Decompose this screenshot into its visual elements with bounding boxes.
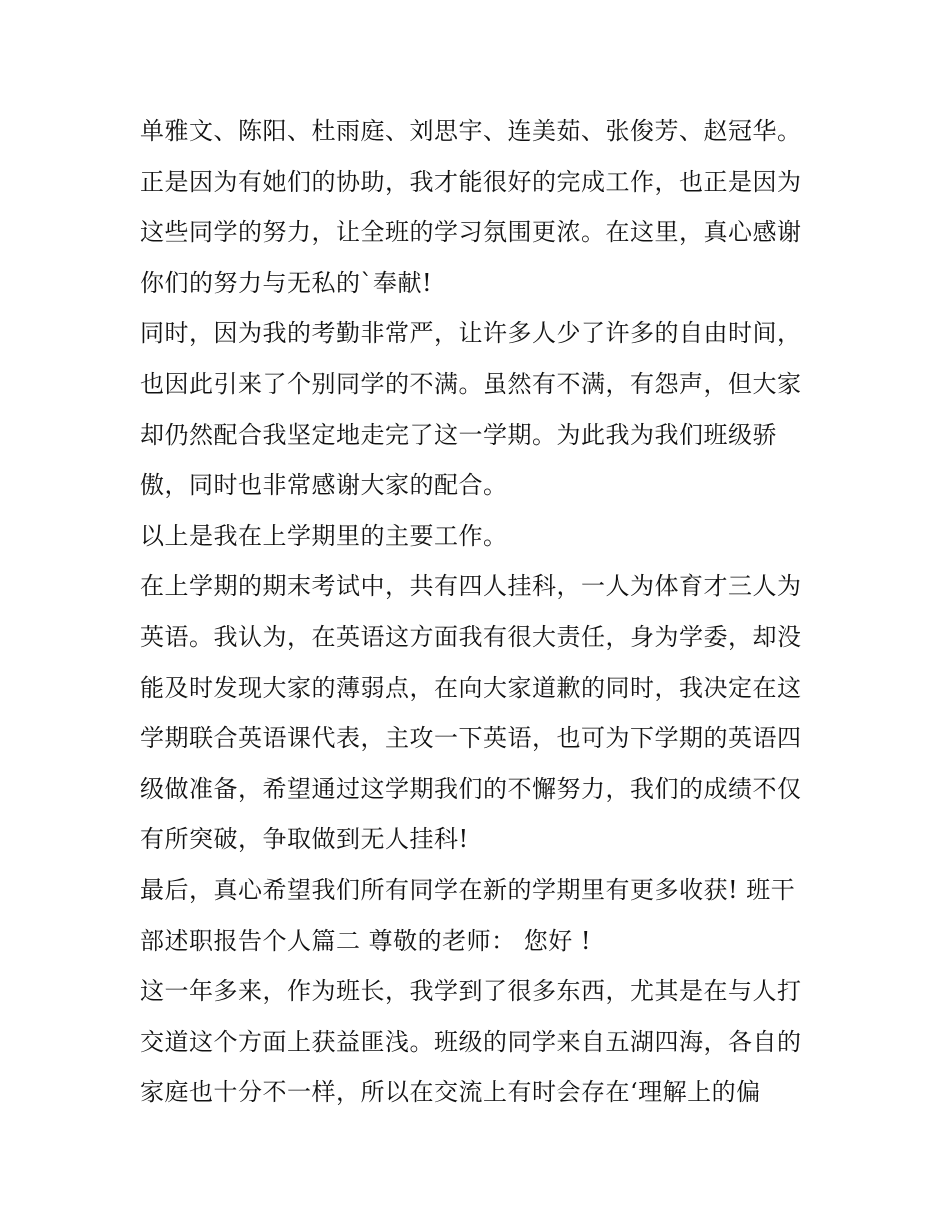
text-line: 却仍然配合我坚定地走完了这一学期。为此我为我们班级骄 bbox=[140, 420, 777, 449]
text-line: 以上是我在上学期里的主要工作。 bbox=[140, 521, 508, 550]
text-line: 能及时发现大家的薄弱点，在向大家道歉的同时，我决定在这 bbox=[140, 673, 802, 702]
text-line: 傲，同时也非常感谢大家的配合。 bbox=[140, 471, 508, 500]
text-line: 也因此引来了个别同学的不满。虽然有不满，有怨声，但大家 bbox=[140, 369, 802, 398]
text-line: 你们的努力与无私的`奉献! bbox=[140, 268, 433, 297]
text-line: 正是因为有她们的协助，我才能很好的完成工作，也正是因为 bbox=[140, 167, 802, 196]
text-line: 这一年多来，作为班长，我学到了很多东西，尤其是在与人打 bbox=[140, 977, 802, 1006]
text-line: 英语。我认为，在英语这方面我有很大责任，身为学委，却没 bbox=[140, 622, 802, 651]
text-line: 同时，因为我的考勤非常严，让许多人少了许多的自由时间， bbox=[140, 319, 802, 348]
text-line: 部述职报告个人篇二 尊敬的老师： 您好 ! bbox=[140, 926, 592, 955]
document-body bbox=[140, 106, 840, 1118]
text-line: 最后，真心希望我们所有同学在新的学期里有更多收获! 班干 bbox=[140, 875, 796, 904]
text-line: 有所突破，争取做到无人挂科! bbox=[140, 825, 469, 854]
text-line: 这些同学的努力，让全班的学习氛围更浓。在这里，真心感谢 bbox=[140, 218, 802, 247]
text-line: 交道这个方面上获益匪浅。班级的同学来自五湖四海，各自的 bbox=[140, 1027, 802, 1056]
text-line: 级做准备，希望通过这学期我们的不懈努力，我们的成绩不仅 bbox=[140, 774, 802, 803]
text-line: 家庭也十分不一样，所以在交流上有时会存在‘理解上的偏 bbox=[140, 1078, 761, 1107]
text-line: 单雅文、陈阳、杜雨庭、刘思宇、连美茹、张俊芳、赵冠华。 bbox=[140, 117, 802, 145]
text-line: 在上学期的期末考试中，共有四人挂科，一人为体育才三人为 bbox=[140, 572, 802, 601]
text-line: 学期联合英语课代表，主攻一下英语，也可为下学期的英语四 bbox=[140, 724, 802, 753]
